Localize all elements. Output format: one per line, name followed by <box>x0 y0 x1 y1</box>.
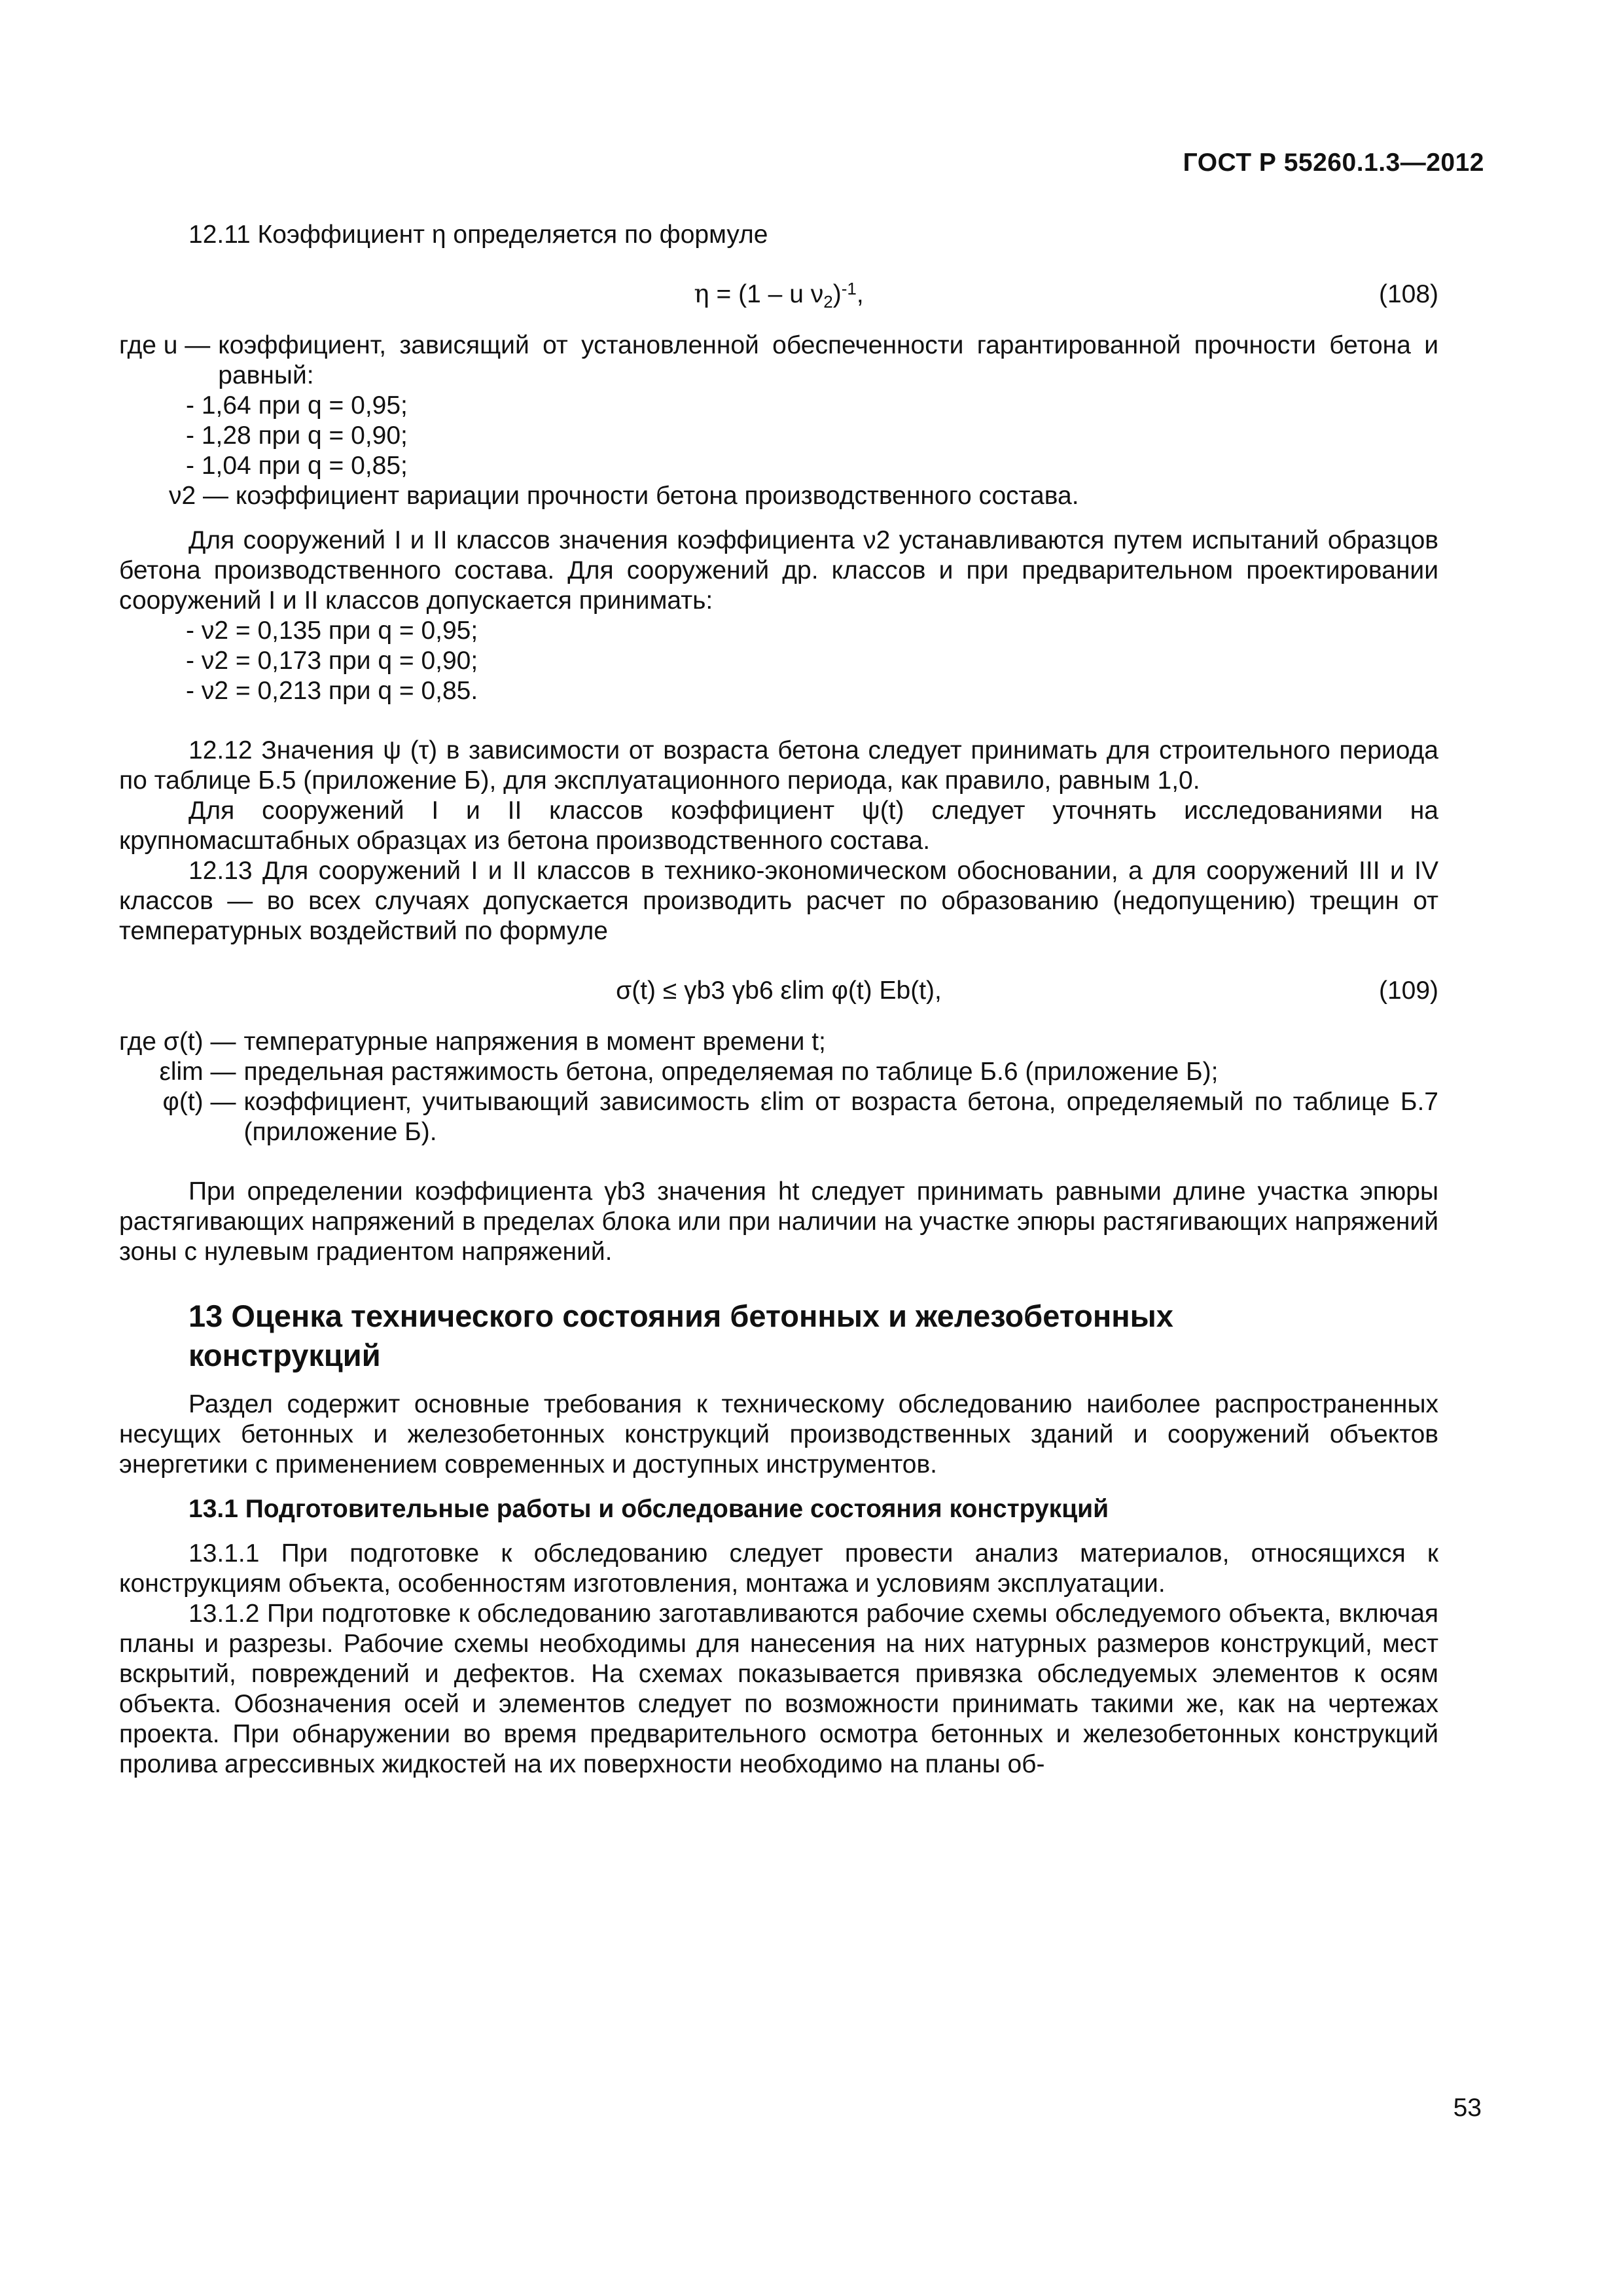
definition-phi-symbol: φ(t) — <box>162 1088 236 1116</box>
definitions-108 <box>119 331 1438 391</box>
definition-sigma-symbol: где σ(t) — <box>119 1028 236 1056</box>
paragraph-gamma-b3: При определении коэффициента γb3 значения ht следует принимать равными длине участка эпюры растягивающих напряжений в пределах блока или при наличии на участке эпюры растягивающих напряжений зоны с нулевым градиентом напряжений. <box>119 1177 1438 1266</box>
formula-108 <box>119 279 1438 316</box>
formula-108-expression: η = (1 – u $\nu_2)^{-1}$, <box>694 279 864 312</box>
list-item: - ν2 = 0,173 при q = 0,90; <box>186 647 478 675</box>
paragraph-12-11-intro: 12.11 Коэффициент η определяется по формуле <box>188 221 768 249</box>
document-code-header: ГОСТ Р 55260.1.3—2012 <box>1183 149 1484 177</box>
paragraph-nu2-classes: Для сооружений I и II классов значения коэффициента ν2 устанавливаются путем испытаний образцов бетона производственного состава. Для сооружений др. классов и при предварительном проектировании сооружений I и II классов допускается принимать: <box>119 526 1438 615</box>
definition-sigma-text: температурные напряжения в момент времени t; <box>243 1028 826 1056</box>
page-content <box>119 220 1438 1780</box>
definition-phi-text: коэффициент, учитывающий зависимость εlim от возраста бетона, определяемый по таблице Б.7 (приложение Б). <box>243 1088 1438 1146</box>
formula-109 <box>119 976 1438 1013</box>
definition-u-symbol: где u — <box>119 331 211 359</box>
list-item: - ν2 = 0,135 при q = 0,95; <box>186 617 478 645</box>
definition-epsilon-text: предельная растяжимость бетона, определяемая по таблице Б.6 (приложение Б); <box>243 1058 1219 1086</box>
definition-epsilon-symbol: εlim — <box>159 1058 236 1086</box>
subsection-13-1-title: 13.1 Подготовительные работы и обследование состояния конструкций <box>188 1495 1109 1523</box>
section-13-intro: Раздел содержит основные требования к техническому обследованию наиболее распространенных несущих бетонных и железобетонных конструкций производственных зданий и сооружений объектов энергетики с применением современных и доступных инструментов. <box>119 1390 1438 1479</box>
paragraph-13-1-2: 13.1.2 При подготовке к обследованию заготавливаются рабочие схемы обследуемого объекта, включая планы и разрезы. Рабочие схемы необходимы для нанесения на них натурных размеров конструкций, мест вскрытий, повреждений и дефектов. На схемах показывается привязка обследуемых элементов к осям объекта. Обозначения осей и элементов следует по возможности принимать такими же, как на чертежах проекта. При обнаружении во время предварительного осмотра бетонных и железобетонных конструкций пролива агрессивных жидкостей на их поверхности необходимо на планы об- <box>119 1600 1438 1778</box>
formula-109-expression: σ(t) ≤ γb3 γb6 εlim φ(t) Eb(t), <box>616 977 942 1005</box>
definition-nu2: ν2 — коэффициент вариации прочности бетона производственного состава. <box>169 482 1079 510</box>
formula-109-number: (109) <box>1378 977 1438 1005</box>
paragraph-13-1-1: 13.1.1 При подготовке к обследованию следует провести анализ материалов, относящихся к конструкциям объекта, особенностям изготовления, монтажа и условиям эксплуатации. <box>119 1539 1438 1598</box>
formula-108-number: (108) <box>1378 280 1438 308</box>
list-item: - ν2 = 0,213 при q = 0,85. <box>186 677 478 705</box>
list-item: - 1,64 при q = 0,95; <box>186 391 408 420</box>
section-13-title: 13 Оценка технического состояния бетонных и железобетонных конструкций <box>188 1299 1173 1372</box>
definitions-109 <box>119 1027 1438 1147</box>
paragraph-12-13: 12.13 Для сооружений I и II классов в технико-экономическом обосновании, а для сооружений III и IV классов — во всех случаях допускается производить расчет по образованию (недопущению) трещин от температурных воздействий по формуле <box>119 857 1438 945</box>
paragraph-12-12: 12.12 Значения ψ (τ) в зависимости от возраста бетона следует принимать для строительного периода по таблице Б.5 (приложение Б), для эксплуатационного периода, как правило, равным 1,0. <box>119 736 1438 795</box>
definition-u-text: коэффициент, зависящий от установленной обеспеченности гарантированной прочности бетона и равный: <box>218 331 1438 389</box>
list-item: - 1,04 при q = 0,85; <box>186 452 408 480</box>
list-item: - 1,28 при q = 0,90; <box>186 422 408 450</box>
page-number: 53 <box>1453 2094 1482 2122</box>
paragraph-12-12-psi: Для сооружений I и II классов коэффициент ψ(t) следует уточнять исследованиями на крупномасштабных образцах из бетона производственного состава. <box>119 797 1438 855</box>
